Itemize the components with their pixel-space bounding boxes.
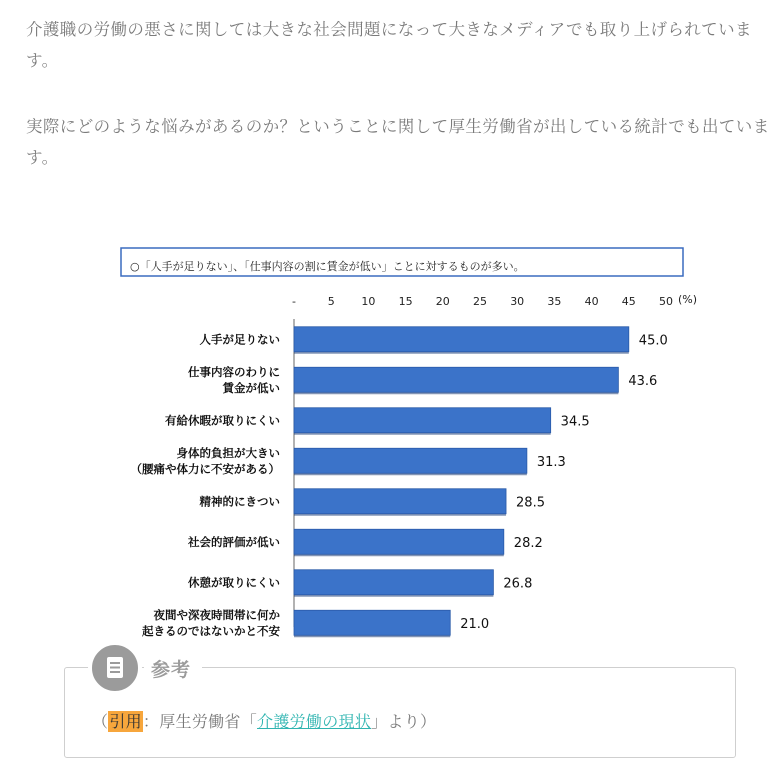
x-tick-label: - bbox=[292, 295, 296, 308]
bar bbox=[294, 448, 527, 473]
chart-image bbox=[120, 260, 698, 638]
bar bbox=[294, 489, 506, 514]
category-label: 起きるのではないかと不安 bbox=[142, 623, 280, 638]
article-paragraph-1: 介護職の労働の悪さに関しては大きな社会問題になって大きなメディアでも取り上げられています。 bbox=[26, 20, 752, 70]
open-paren: （ bbox=[92, 712, 109, 731]
x-tick-label: 30 bbox=[510, 295, 525, 308]
value-label: 34.5 bbox=[560, 414, 590, 430]
category-label: 仕事内容のわりに bbox=[188, 364, 280, 379]
bar-chart bbox=[120, 260, 698, 638]
value-label: 28.2 bbox=[513, 535, 543, 551]
citation-prefix: ：厚生労働省「 bbox=[142, 712, 258, 731]
article-paragraph-2: 実際にどのような悩みがあるのか？ということに関して厚生労働省が出している統計でも出ています。 bbox=[26, 117, 770, 167]
x-tick-label: 10 bbox=[361, 295, 376, 308]
category-label: 人手が足りない bbox=[199, 332, 280, 347]
bar bbox=[294, 529, 504, 554]
category-label: 社会的評価が低い bbox=[188, 534, 280, 549]
bar bbox=[294, 408, 551, 433]
value-label: 45.0 bbox=[638, 333, 668, 349]
x-tick-label: 50 bbox=[659, 295, 673, 308]
reference-badge bbox=[88, 641, 142, 695]
x-tick-label: 40 bbox=[584, 295, 599, 308]
unit-label: (%) bbox=[678, 293, 698, 306]
category-label: 有給休暇が取りにくい bbox=[165, 413, 280, 428]
category-label: 精神的にきつい bbox=[199, 494, 280, 509]
value-label: 31.3 bbox=[536, 454, 566, 470]
bar bbox=[294, 367, 618, 392]
category-label: 身体的負担が大きい bbox=[176, 445, 280, 460]
quote-tag: 引用 bbox=[109, 712, 142, 731]
x-tick-label: 45 bbox=[621, 295, 636, 308]
value-label: 43.6 bbox=[628, 373, 658, 389]
note-text: ○「人手が足りない」、「仕事内容の割に賃金が低い」ことに対するものが多い。 bbox=[130, 260, 525, 273]
document-icon bbox=[92, 645, 138, 691]
x-tick-label: 5 bbox=[327, 295, 335, 308]
value-label: 26.8 bbox=[503, 576, 533, 592]
category-label: 夜間や深夜時間帯に何か bbox=[153, 607, 280, 622]
x-tick-label: 35 bbox=[547, 295, 562, 308]
x-tick-label: 20 bbox=[435, 295, 450, 308]
value-label: 28.5 bbox=[516, 495, 545, 511]
category-label: 賃金が低い bbox=[222, 380, 280, 395]
bar bbox=[294, 327, 629, 352]
source-link[interactable]: 介護労働の現状 bbox=[257, 712, 372, 731]
x-tick-label: 25 bbox=[473, 295, 487, 308]
reference-citation bbox=[92, 709, 436, 732]
bar bbox=[294, 610, 450, 635]
x-tick-label: 15 bbox=[398, 295, 413, 308]
citation-suffix: 」より） bbox=[371, 712, 437, 731]
category-label: （腰痛や体力に不安がある） bbox=[130, 461, 280, 476]
value-label: 21.0 bbox=[460, 616, 490, 632]
reference-title: 参考 bbox=[151, 659, 192, 681]
category-label: 休憩が取りにくい bbox=[188, 575, 280, 590]
bar bbox=[294, 570, 493, 595]
